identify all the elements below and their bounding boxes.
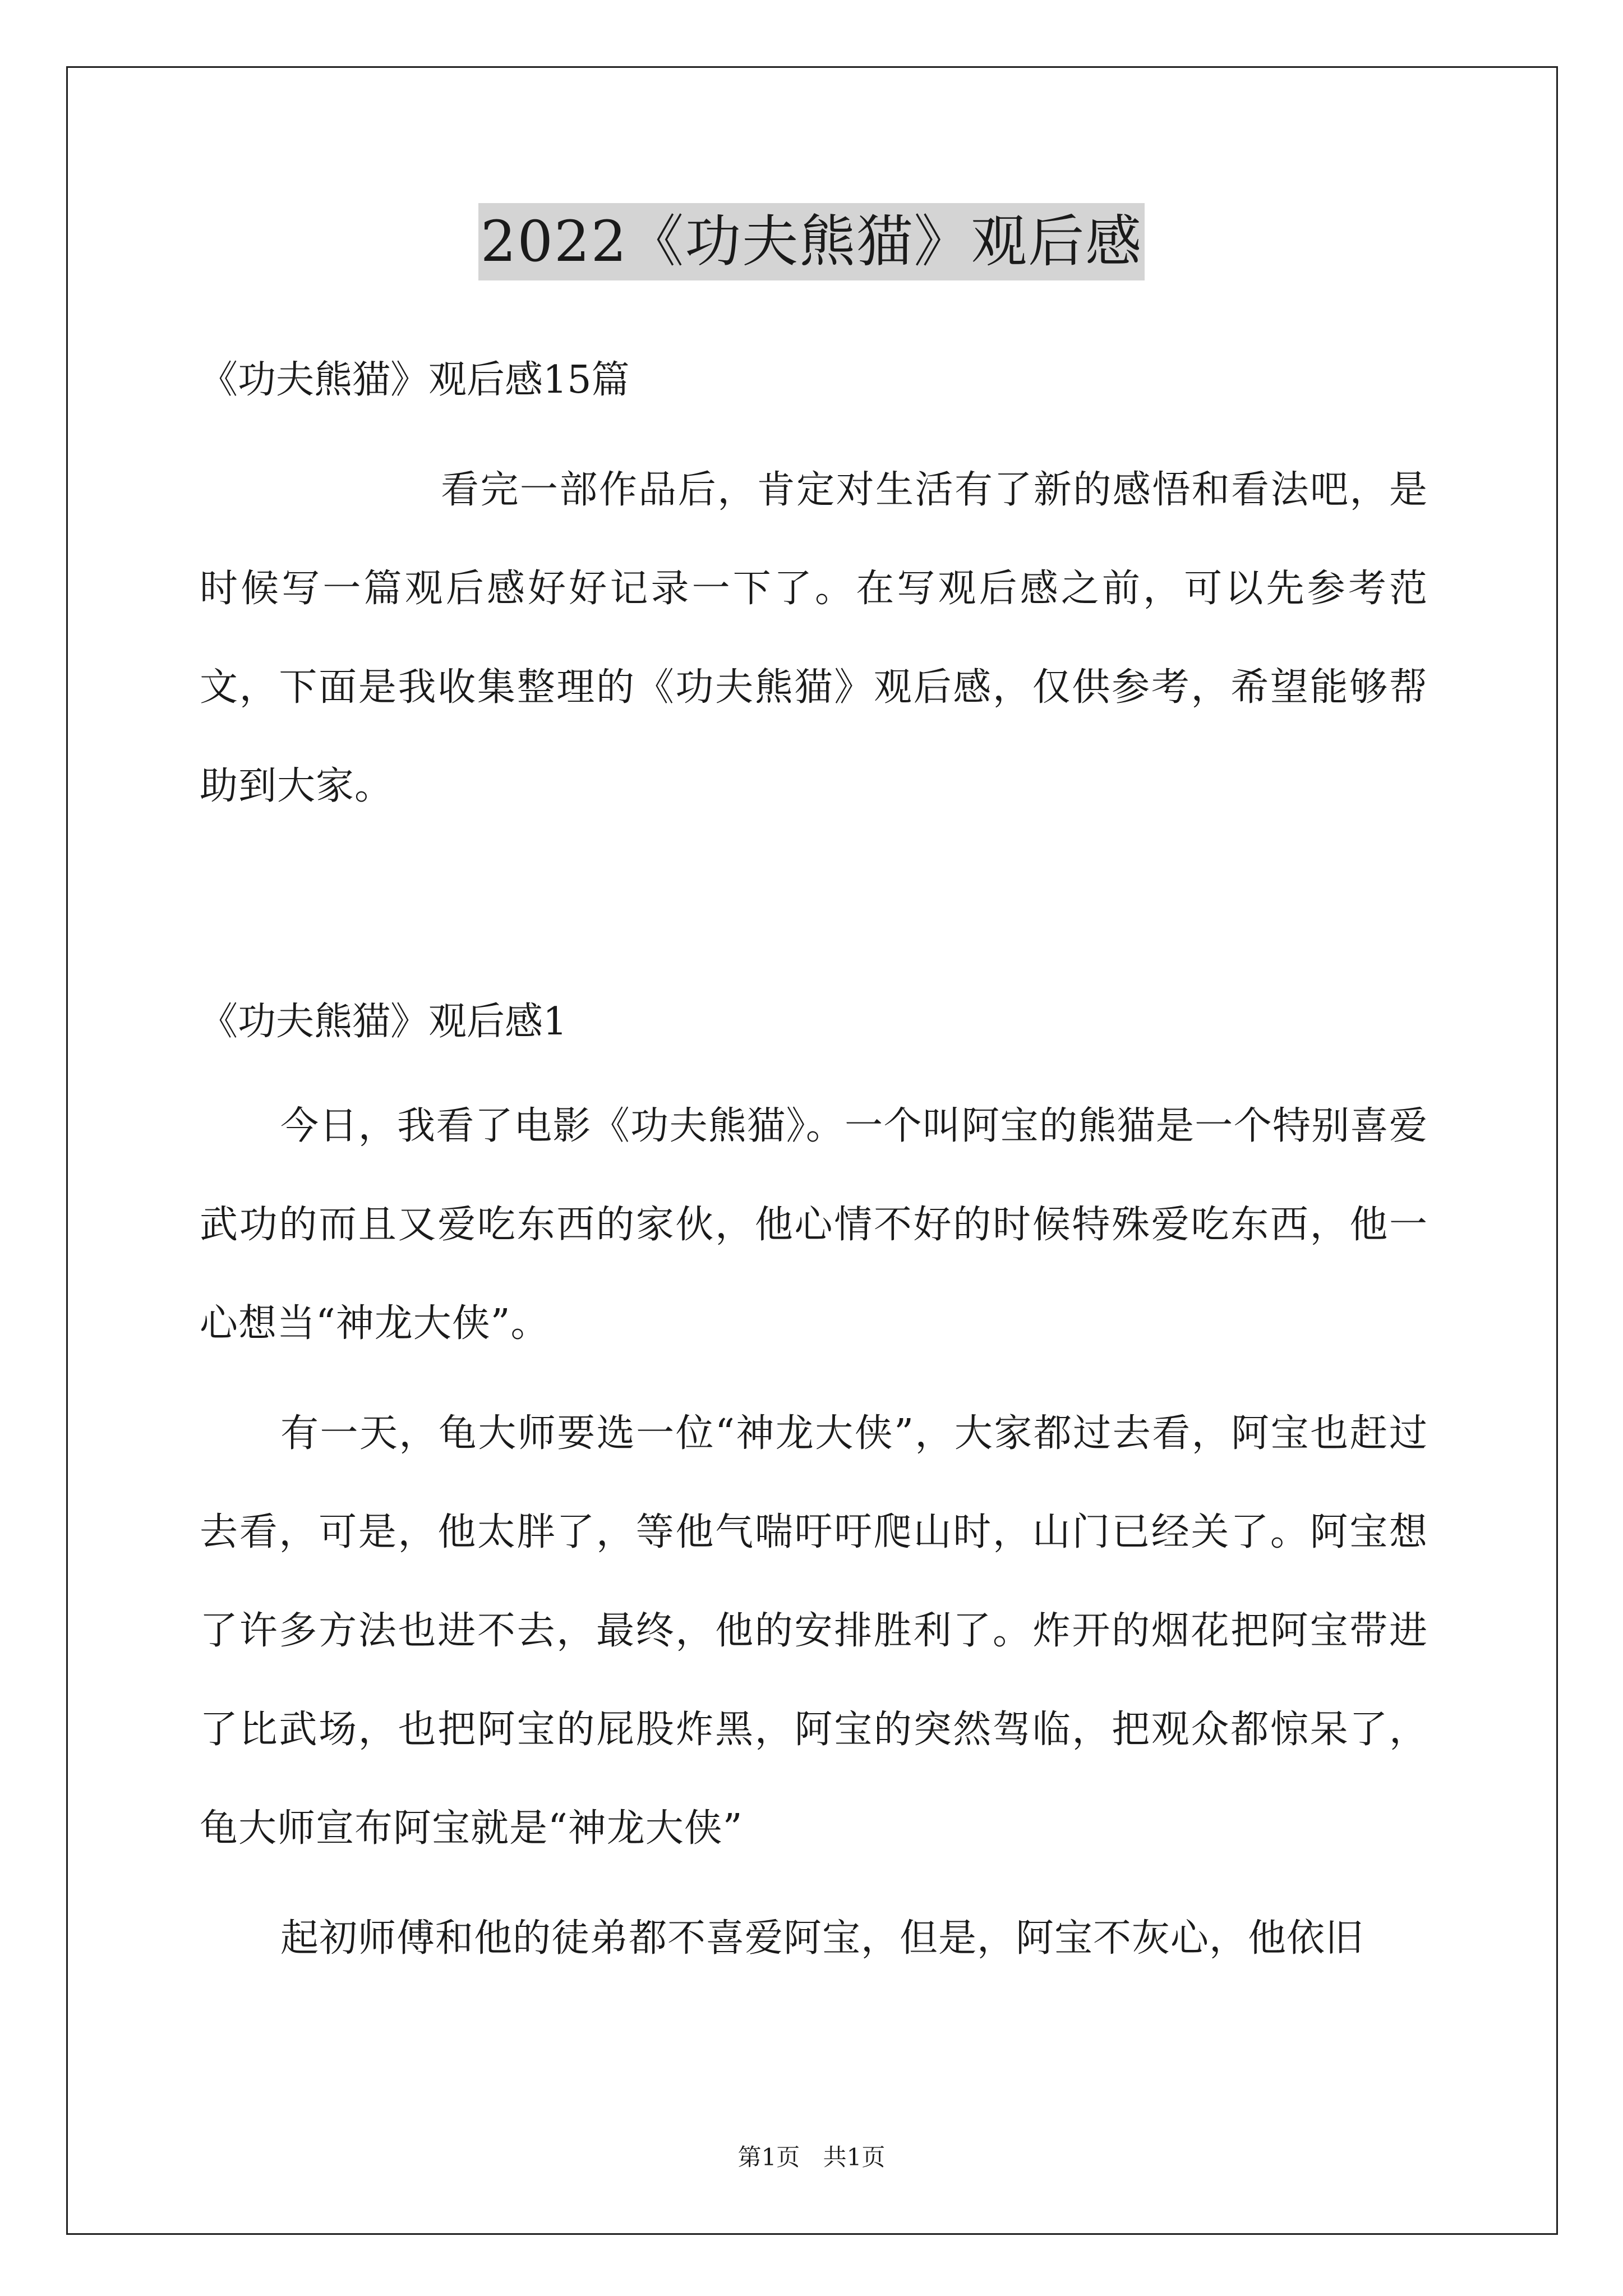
body-paragraph-1: 今日，我看了电影《功夫熊猫》。一个叫阿宝的熊猫是一个特别喜爱武功的而且又爱吃东西的家伙，他心情不好的时候特殊爱吃东西，他一心想当“神龙大侠”。 [200, 1104, 1428, 1346]
footer-page-total: 共1页 [823, 2143, 886, 2171]
intro-paragraph: 看完一部作品后，肯定对生活有了新的感悟和看法吧，是时候写一篇观后感好好记录一下了。在写观后感之前，可以先参考范文，下面是我收集整理的《功夫熊猫》观后感，仅供参考，希望能够帮助到大家。 [200, 468, 1428, 808]
footer-page-current: 第1页 [737, 2143, 800, 2171]
document-title: 2022《功夫熊猫》观后感 [478, 203, 1145, 280]
title-container [0, 203, 1623, 280]
document-subtitle: 《功夫熊猫》观后感15篇 [200, 358, 630, 402]
section-heading: 《功夫熊猫》观后感1 [200, 1000, 568, 1044]
body-paragraph-3: 起初师傅和他的徒弟都不喜爱阿宝，但是，阿宝不灰心，他依旧 [280, 1916, 1364, 1961]
body-paragraph-2: 有一天，龟大师要选一位“神龙大侠”，大家都过去看，阿宝也赶过去看，可是，他太胖了，等他气喘吁吁爬山时，山门已经关了。阿宝想了许多方法也进不去，最终，他的安排胜利了。炸开的烟花把阿宝带进了比武场，也把阿宝的屁股炸黑，阿宝的突然驾临，把观众都惊呆了，龟大师宣布阿宝就是“神龙大侠” [200, 1411, 1428, 1851]
page-footer [0, 2141, 1623, 2174]
body-paragraphs [200, 1077, 1428, 1999]
